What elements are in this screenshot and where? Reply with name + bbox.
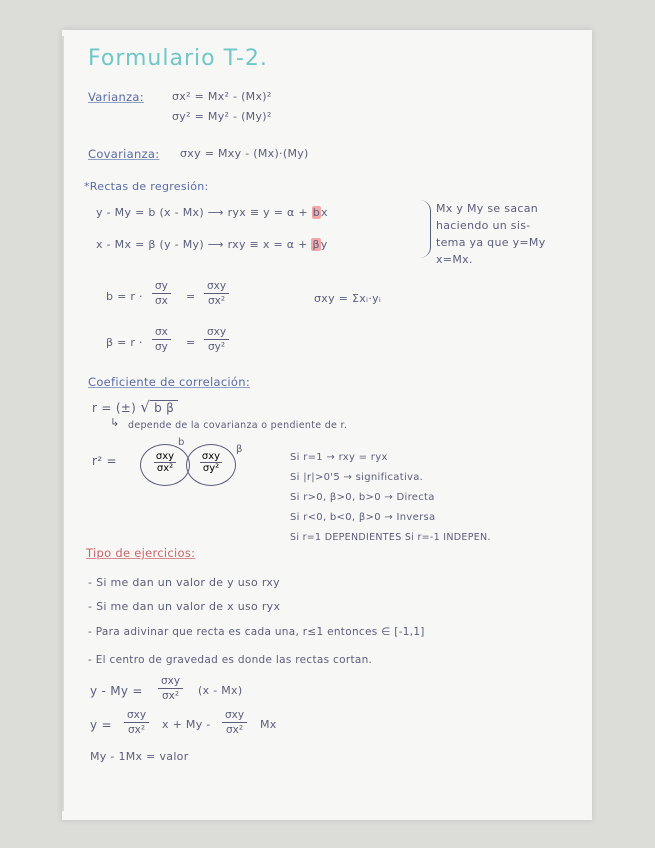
correlacion-formula <box>92 398 178 416</box>
recta-rxy <box>96 238 328 251</box>
final-eq1-lhs: y - My = <box>90 684 143 698</box>
recta-rxy-var: y <box>320 238 328 251</box>
beta-formula-lhs: β = r · <box>106 336 143 349</box>
varianza-label: Varianza: <box>88 90 144 104</box>
b-fraction-1-num: σy <box>152 280 171 294</box>
beta-formula-eq: = <box>186 336 196 349</box>
r2-c2-den: σy² <box>202 463 220 474</box>
sqrt-content: b β <box>150 400 178 415</box>
final-eq2-fraction-1 <box>124 709 149 736</box>
recta-rxy-left: x - Mx = β (y - My) ⟶ rxy ≡ x = α + <box>96 238 308 251</box>
r2-circle-b <box>140 444 190 486</box>
rule-2: Si |r|>0'5 → significativa. <box>290 472 424 483</box>
beta-fraction-1-num: σx <box>152 326 171 340</box>
final-eq2-num2: σxy <box>222 709 247 723</box>
final-eq2-fraction-2 <box>222 709 247 736</box>
rule-5: Si r=1 DEPENDIENTES Si r=-1 INDEPEN. <box>290 532 491 543</box>
rule-1: Si r=1 → rxy = ryx <box>290 452 388 463</box>
final-eq2-den: σx² <box>128 724 146 736</box>
down-arrow-icon: ↳ <box>110 416 120 429</box>
rectas-note-1: Mx y My se sacan <box>436 202 539 215</box>
final-eq2-lhs: y = <box>90 718 112 732</box>
r2-c2-num: σxy <box>201 451 221 462</box>
sqrt-symbol: √ <box>140 398 151 416</box>
recta-rxy-slope-highlight: β <box>312 238 320 251</box>
ejercicio-item-1: - Si me dan un valor de y uso rxy <box>88 576 280 589</box>
correlacion-note: depende de la covarianza o pendiente de r. <box>128 420 348 431</box>
rectas-note-3: tema ya que y=My <box>436 236 546 249</box>
r2-c1-num: σxy <box>155 451 175 462</box>
covarianza-formula: σxy = Mxy - (Mx)·(My) <box>180 147 309 160</box>
correlacion-formula-lhs: r = (±) <box>92 401 137 415</box>
rectas-note-4: x=Mx. <box>436 253 473 266</box>
ejercicios-heading: Tipo de ejercicios: <box>86 546 196 560</box>
rectas-note-2: haciendo un sis- <box>436 219 531 232</box>
final-eq1-den: σx² <box>162 690 180 702</box>
r2-beta-label: β <box>236 444 243 455</box>
b-fraction-2 <box>204 280 229 307</box>
recta-ryx-var: x <box>321 206 328 219</box>
correlacion-heading: Coeficiente de correlación: <box>88 375 251 389</box>
recta-ryx <box>96 206 328 219</box>
page-title: Formulario T-2. <box>88 46 268 71</box>
b-fraction-1 <box>152 280 171 307</box>
notebook-page <box>62 30 592 820</box>
beta-fraction-1-den: σy <box>155 341 168 353</box>
rule-3: Si r>0, β>0, b>0 → Directa <box>290 492 435 503</box>
rule-4: Si r<0, b<0, β>0 → Inversa <box>290 512 436 523</box>
b-formula-eq: = <box>186 290 196 303</box>
rectas-heading: *Rectas de regresión: <box>84 180 209 193</box>
final-eq3: My - 1Mx = valor <box>90 750 189 763</box>
ejercicio-item-3: - Para adivinar que recta es cada una, r≤1 entonces ∈ [-1,1] <box>88 626 425 638</box>
varianza-x-formula: σx² = Mx² - (Mx)² <box>172 90 272 103</box>
beta-fraction-2-den: σy² <box>208 341 226 353</box>
sxy-sum-formula: σxy = Σxᵢ·yᵢ <box>314 292 382 305</box>
final-eq2-den2: σx² <box>226 724 244 736</box>
b-fraction-1-den: σx <box>155 295 168 307</box>
beta-fraction-1 <box>152 326 171 353</box>
covarianza-label: Covarianza: <box>88 147 160 161</box>
final-eq2-num: σxy <box>124 709 149 723</box>
varianza-y-formula: σy² = My² - (My)² <box>172 110 272 123</box>
beta-fraction-2-num: σxy <box>204 326 229 340</box>
b-fraction-2-den: σx² <box>208 295 226 307</box>
recta-ryx-left: y - My = b (x - Mx) ⟶ ryx ≡ y = α + <box>96 206 308 219</box>
final-eq1-fraction <box>158 675 183 702</box>
brace-symbol <box>420 200 431 258</box>
r2-c1-den: σx² <box>156 463 174 474</box>
beta-fraction-2 <box>204 326 229 353</box>
final-eq1-num: σxy <box>158 675 183 689</box>
recta-ryx-slope-highlight: b <box>312 206 321 219</box>
page-margin-line <box>62 36 64 811</box>
ejercicio-item-4: - El centro de gravedad es donde las rectas cortan. <box>88 654 373 666</box>
b-fraction-2-num: σxy <box>204 280 229 294</box>
r2-b-label: b <box>178 437 185 448</box>
final-eq2-rhs: Mx <box>260 718 277 731</box>
r2-lhs: r² = <box>92 454 117 468</box>
b-formula-lhs: b = r · <box>106 290 143 303</box>
final-eq1-rhs: (x - Mx) <box>198 684 243 697</box>
ejercicio-item-2: - Si me dan un valor de x uso ryx <box>88 600 281 613</box>
r2-circle-beta <box>186 444 236 486</box>
final-eq2-mid: x + My - <box>162 718 211 731</box>
